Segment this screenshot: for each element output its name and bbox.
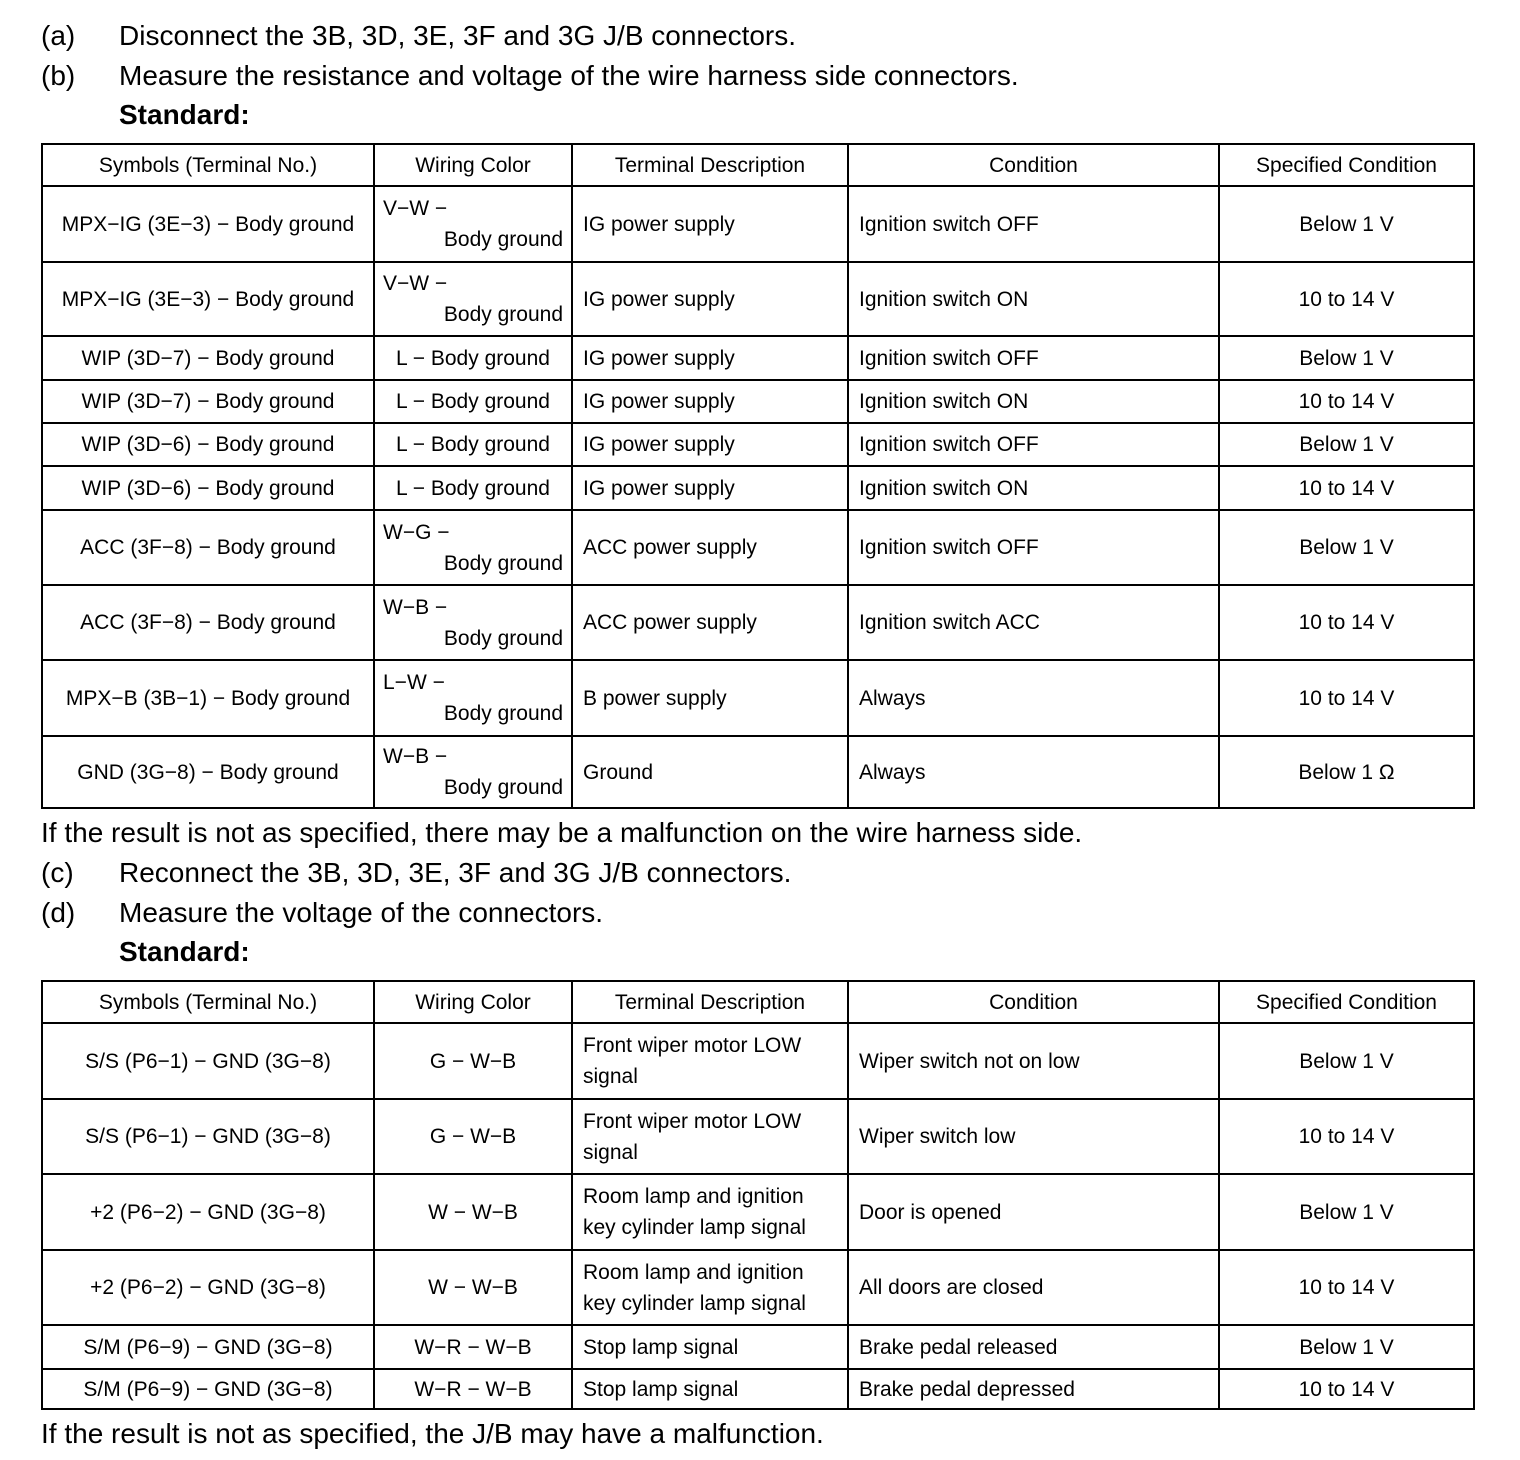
header-terminal-description: Terminal Description: [572, 144, 848, 186]
specified-condition-cell: Below 1 V: [1219, 336, 1474, 380]
note-harness: If the result is not as specified, there may be a malfunction on the wire harness side.: [41, 817, 1083, 848]
condition-cell: Always: [848, 736, 1219, 808]
symbol-cell: +2 (P6−2) − GND (3G−8): [42, 1250, 374, 1325]
table-row: [42, 1099, 1474, 1174]
description-cell: [572, 736, 848, 808]
symbol-cell: S/S (P6−1) − GND (3G−8): [42, 1023, 374, 1099]
wiring-color-line: Body ground: [443, 776, 563, 799]
condition-cell: Ignition switch ON: [848, 466, 1219, 510]
step-text: Measure the voltage of the connectors.: [119, 897, 604, 928]
condition-cell: Ignition switch ON: [848, 380, 1219, 423]
table-row: [42, 660, 1474, 736]
table-row: [42, 380, 1474, 423]
symbol-cell: MPX−IG (3E−3) − Body ground: [42, 186, 374, 262]
description-line: key cylinder lamp signal: [583, 1216, 806, 1239]
condition-cell: Brake pedal released: [848, 1325, 1219, 1369]
table-row: [42, 423, 1474, 466]
table-row: [42, 585, 1474, 660]
wiring-color-line: L − Body ground: [396, 433, 550, 456]
condition-cell: All doors are closed: [848, 1250, 1219, 1325]
step-d: [41, 893, 603, 933]
header-wiring-color: Wiring Color: [374, 981, 572, 1023]
wiring-color-line: W−B −: [383, 745, 448, 768]
symbol-cell: WIP (3D−6) − Body ground: [42, 466, 374, 510]
wiring-color-line: W−R − W−B: [414, 1335, 532, 1359]
description-cell: [572, 1023, 848, 1099]
wiring-color-line: V−W −: [383, 272, 448, 295]
wiring-color-line: L − Body ground: [396, 346, 550, 370]
wiring-color-cell: [374, 380, 572, 423]
table-row: [42, 1174, 1474, 1250]
description-line: Front wiper motor LOW: [583, 1109, 802, 1133]
specified-condition-cell: 10 to 14 V: [1219, 1099, 1474, 1174]
step-label: (c): [41, 857, 74, 888]
step-a: [41, 16, 796, 56]
description-line: IG power supply: [583, 346, 735, 370]
description-line: Ground: [583, 760, 654, 784]
specified-condition-cell: Below 1 V: [1219, 423, 1474, 466]
description-line: Stop lamp signal: [583, 1335, 739, 1359]
description-cell: [572, 466, 848, 510]
description-line: IG power supply: [583, 433, 735, 456]
condition-cell: Ignition switch OFF: [848, 336, 1219, 380]
specified-condition-cell: 10 to 14 V: [1219, 380, 1474, 423]
wiring-color-cell: [374, 660, 572, 736]
description-line: IG power supply: [583, 476, 735, 500]
wiring-color-cell: [374, 585, 572, 660]
wiring-color-line: G − W−B: [429, 1125, 517, 1148]
header-row: [42, 981, 1474, 1023]
description-cell: [572, 380, 848, 423]
symbol-cell: ACC (3F−8) − Body ground: [42, 585, 374, 660]
header-condition: Condition: [848, 144, 1219, 186]
wiring-color-line: Body ground: [443, 626, 563, 650]
header-row: [42, 144, 1474, 186]
step-text: Measure the resistance and voltage of the wire harness side connectors.: [119, 60, 1019, 91]
table-row: [42, 466, 1474, 510]
specified-condition-cell: 10 to 14 V: [1219, 660, 1474, 736]
header-symbols: Symbols (Terminal No.): [42, 981, 374, 1023]
wiring-color-line: Body ground: [443, 702, 563, 725]
wiring-color-line: W − W−B: [428, 1276, 518, 1299]
standard-heading: Standard:: [119, 936, 250, 967]
step-label: (d): [41, 897, 76, 928]
step-text: Disconnect the 3B, 3D, 3E, 3F and 3G J/B connectors.: [119, 20, 797, 51]
condition-cell: Wiper switch low: [848, 1099, 1219, 1174]
wiring-color-line: Body ground: [443, 303, 563, 326]
specified-condition-cell: 10 to 14 V: [1219, 585, 1474, 660]
wiring-color-cell: [374, 1325, 572, 1369]
specified-condition-cell: Below 1 V: [1219, 510, 1474, 585]
condition-cell: Door is opened: [848, 1174, 1219, 1250]
description-line: key cylinder lamp signal: [583, 1291, 806, 1315]
header-condition: Condition: [848, 981, 1219, 1023]
description-cell: [572, 186, 848, 262]
symbol-cell: S/M (P6−9) − GND (3G−8): [42, 1325, 374, 1369]
wiring-color-line: Body ground: [443, 551, 563, 575]
table-row: [42, 1325, 1474, 1369]
note-jb: If the result is not as specified, the J/B may have a malfunction.: [41, 1418, 824, 1449]
wiring-color-cell: [374, 1174, 572, 1250]
specified-condition-cell: Below 1 V: [1219, 1023, 1474, 1099]
description-line: ACC power supply: [583, 611, 757, 634]
specified-condition-cell: 10 to 14 V: [1219, 1369, 1474, 1409]
description-line: Room lamp and ignition: [583, 1260, 804, 1284]
header-specified-condition: Specified Condition: [1219, 144, 1474, 186]
condition-cell: Ignition switch OFF: [848, 423, 1219, 466]
description-cell: [572, 1174, 848, 1250]
header-wiring-color: Wiring Color: [374, 144, 572, 186]
wiring-color-line: Body ground: [443, 228, 563, 251]
specified-condition-cell: 10 to 14 V: [1219, 1250, 1474, 1325]
wiring-color-cell: [374, 1250, 572, 1325]
description-cell: [572, 660, 848, 736]
step-b: [41, 56, 1019, 96]
specified-condition-cell: Below 1 Ω: [1219, 736, 1474, 808]
description-cell: [572, 510, 848, 585]
description-line: B power supply: [583, 686, 727, 710]
condition-cell: Ignition switch OFF: [848, 510, 1219, 585]
step-text: Reconnect the 3B, 3D, 3E, 3F and 3G J/B connectors.: [119, 857, 792, 888]
wiring-color-cell: [374, 466, 572, 510]
wiring-color-cell: [374, 510, 572, 585]
specified-condition-cell: 10 to 14 V: [1219, 262, 1474, 336]
symbol-cell: MPX−B (3B−1) − Body ground: [42, 660, 374, 736]
wiring-color-line: V−W −: [383, 197, 448, 220]
condition-cell: Always: [848, 660, 1219, 736]
description-cell: [572, 585, 848, 660]
description-line: IG power supply: [583, 212, 735, 236]
condition-cell: Ignition switch ON: [848, 262, 1219, 336]
description-cell: [572, 1099, 848, 1174]
description-cell: [572, 1369, 848, 1409]
description-cell: [572, 423, 848, 466]
description-cell: [572, 1325, 848, 1369]
symbol-cell: WIP (3D−6) − Body ground: [42, 423, 374, 466]
table-row: [42, 510, 1474, 585]
wiring-color-cell: [374, 186, 572, 262]
specified-condition-cell: Below 1 V: [1219, 186, 1474, 262]
condition-cell: Ignition switch ACC: [848, 585, 1219, 660]
harness-side-table: [41, 143, 1475, 809]
description-line: Front wiper motor LOW: [583, 1034, 802, 1057]
header-specified-condition: Specified Condition: [1219, 981, 1474, 1023]
symbol-cell: S/M (P6−9) − GND (3G−8): [42, 1369, 374, 1409]
condition-cell: Brake pedal depressed: [848, 1369, 1219, 1409]
wiring-color-line: L − Body ground: [396, 476, 550, 500]
table-row: [42, 262, 1474, 336]
symbol-cell: S/S (P6−1) − GND (3G−8): [42, 1099, 374, 1174]
specified-condition-cell: Below 1 V: [1219, 1174, 1474, 1250]
wiring-color-cell: [374, 736, 572, 808]
description-line: IG power supply: [583, 287, 735, 311]
table-row: [42, 736, 1474, 808]
table-row: [42, 1023, 1474, 1099]
specified-condition-cell: Below 1 V: [1219, 1325, 1474, 1369]
wiring-color-line: L−W −: [383, 671, 445, 694]
wiring-color-line: G − W−B: [429, 1049, 517, 1073]
description-cell: [572, 336, 848, 380]
symbol-cell: MPX−IG (3E−3) − Body ground: [42, 262, 374, 336]
wiring-color-line: W−B −: [383, 595, 448, 619]
wiring-color-line: L − Body ground: [396, 390, 550, 413]
wiring-color-line: W−R − W−B: [414, 1377, 532, 1401]
description-line: Room lamp and ignition: [583, 1185, 804, 1208]
header-terminal-description: Terminal Description: [572, 981, 848, 1023]
connector-voltage-table: [41, 980, 1475, 1410]
step-label: (b): [41, 60, 76, 91]
table-row: [42, 336, 1474, 380]
wiring-color-cell: [374, 423, 572, 466]
symbol-cell: ACC (3F−8) − Body ground: [42, 510, 374, 585]
wiring-color-cell: [374, 336, 572, 380]
specified-condition-cell: 10 to 14 V: [1219, 466, 1474, 510]
wiring-color-cell: [374, 262, 572, 336]
description-line: IG power supply: [583, 390, 735, 413]
symbol-cell: WIP (3D−7) − Body ground: [42, 380, 374, 423]
header-symbols: Symbols (Terminal No.): [42, 144, 374, 186]
wiring-color-line: W−G −: [383, 520, 450, 544]
description-line: ACC power supply: [583, 536, 757, 559]
table-row: [42, 1250, 1474, 1325]
symbol-cell: GND (3G−8) − Body ground: [42, 736, 374, 808]
table-row: [42, 186, 1474, 262]
standard-heading: Standard:: [119, 99, 250, 130]
description-line: signal: [583, 1140, 638, 1164]
description-line: Stop lamp signal: [583, 1377, 739, 1401]
description-line: signal: [583, 1065, 638, 1088]
table-row: [42, 1369, 1474, 1409]
condition-cell: Ignition switch OFF: [848, 186, 1219, 262]
wiring-color-cell: [374, 1023, 572, 1099]
wiring-color-line: W − W−B: [428, 1200, 518, 1224]
step-c: [41, 853, 791, 893]
symbol-cell: WIP (3D−7) − Body ground: [42, 336, 374, 380]
step-label: (a): [41, 20, 76, 51]
symbol-cell: +2 (P6−2) − GND (3G−8): [42, 1174, 374, 1250]
description-cell: [572, 1250, 848, 1325]
wiring-color-cell: [374, 1099, 572, 1174]
condition-cell: Wiper switch not on low: [848, 1023, 1219, 1099]
wiring-color-cell: [374, 1369, 572, 1409]
description-cell: [572, 262, 848, 336]
